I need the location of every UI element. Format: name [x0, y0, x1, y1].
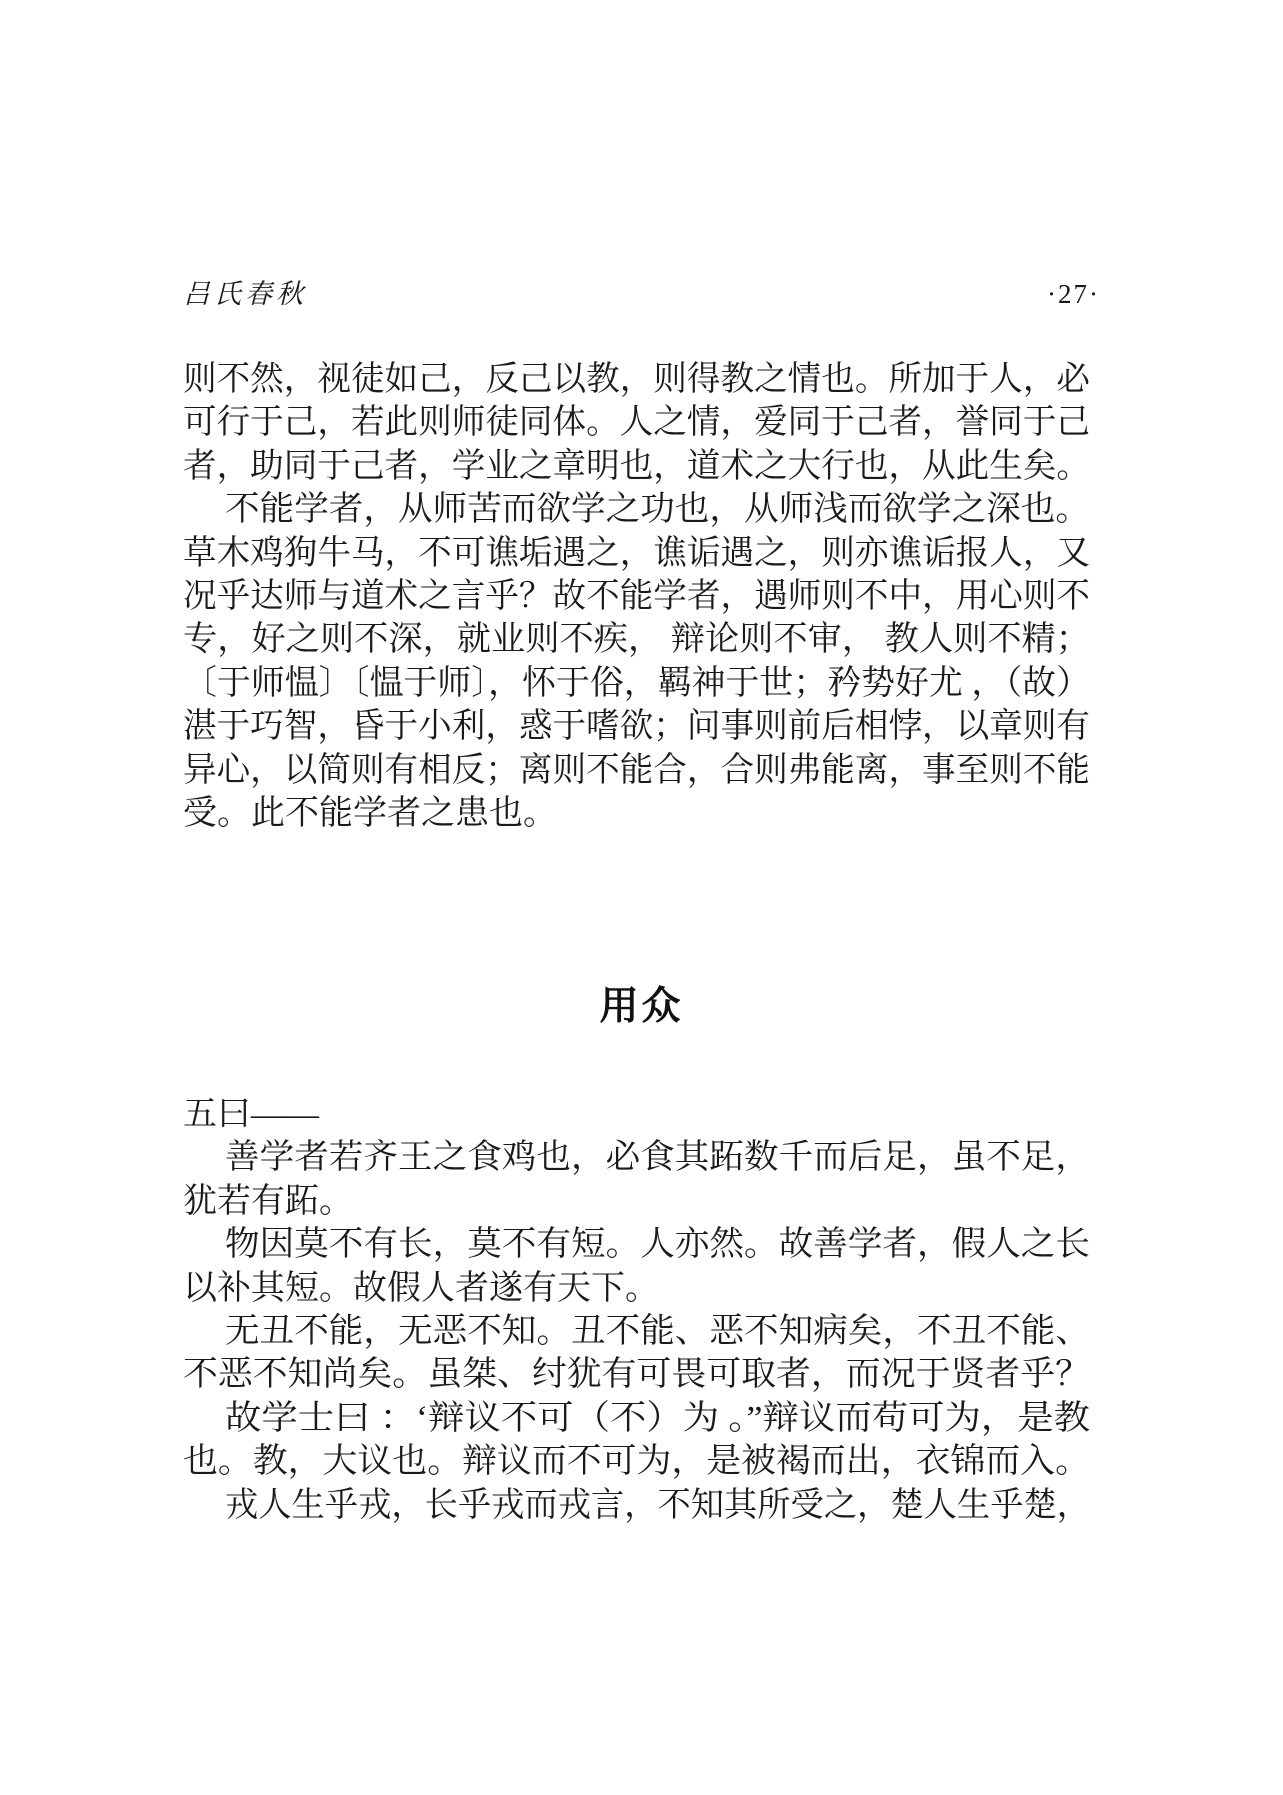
text-line: 受。此不能学者之患也。	[183, 794, 557, 832]
text-line: 草木鸡狗牛马，不可谯垢遇之，谯诟遇之，则亦谯诟报人，又	[183, 534, 1090, 572]
text-line: 不能学者，从师苦而欲学之功也，从师浅而欲学之深也。	[225, 491, 1090, 529]
text-line: 可行于己，若此则师徒同体。人之情，爱同于己者，誉同于己	[183, 404, 1090, 442]
text-line: 犹若有跖。	[183, 1182, 353, 1220]
body-text-bottom-section	[183, 1093, 1090, 1527]
text-line: 况乎达师与道术之言乎？故不能学者，遇师则不中，用心则不	[183, 577, 1090, 615]
text-line: 物因莫不有长，莫不有短。人亦然。故善学者，假人之长	[225, 1226, 1090, 1264]
text-line: 异心，以简则有相反；离则不能合，合则弗能离，事至则不能	[183, 751, 1090, 789]
page-number: ·27·	[1047, 279, 1100, 309]
text-line: 者，助同于己者，学业之章明也，道术之大行也，从此生矣。	[183, 447, 1090, 485]
text-line: 戎人生乎戎，长乎戎而戎言，不知其所受之，楚人生乎楚，	[225, 1486, 1090, 1524]
text-line: 湛于巧智，昏于小利，惑于嗜欲；问事则前后相悖，以章则有	[183, 708, 1090, 746]
text-line: 〔于师愠〕〔愠于师〕，怀于俗，羁神于世；矜势好尤 ，（故）	[183, 664, 1090, 702]
running-head-book-title: 吕氏春秋	[183, 279, 307, 309]
text-line: 专，好之则不深，就业则不疾， 辩论则不审， 教人则不精；	[183, 621, 1090, 659]
page-header	[183, 272, 1100, 311]
text-line: 以补其短。故假人者遂有天下。	[183, 1269, 659, 1307]
text-line: 也。教，大议也。辩议而不可为，是被褐而出，衣锦而入。	[183, 1443, 1090, 1481]
text-line: 五曰——	[183, 1096, 319, 1133]
text-line: 则不然，视徒如己，反己以教，则得教之情也。所加于人，必	[183, 361, 1090, 398]
text-line: 不恶不知尚矣。虽桀、纣犹有可畏可取者，而况于贤者乎？	[183, 1356, 1090, 1394]
text-line: 无丑不能，无恶不知。丑不能、恶不知病矣，不丑不能、	[225, 1312, 1090, 1350]
text-line: 善学者若齐王之食鸡也，必食其跖数千而后足，虽不足，	[225, 1139, 1090, 1177]
chapter-title: 用众	[599, 985, 684, 1028]
text-line: 故学士曰 ：‘辩议不可（不）为 。”辩议而苟可为，是教	[225, 1399, 1090, 1437]
body-text-top-section	[183, 358, 1090, 835]
